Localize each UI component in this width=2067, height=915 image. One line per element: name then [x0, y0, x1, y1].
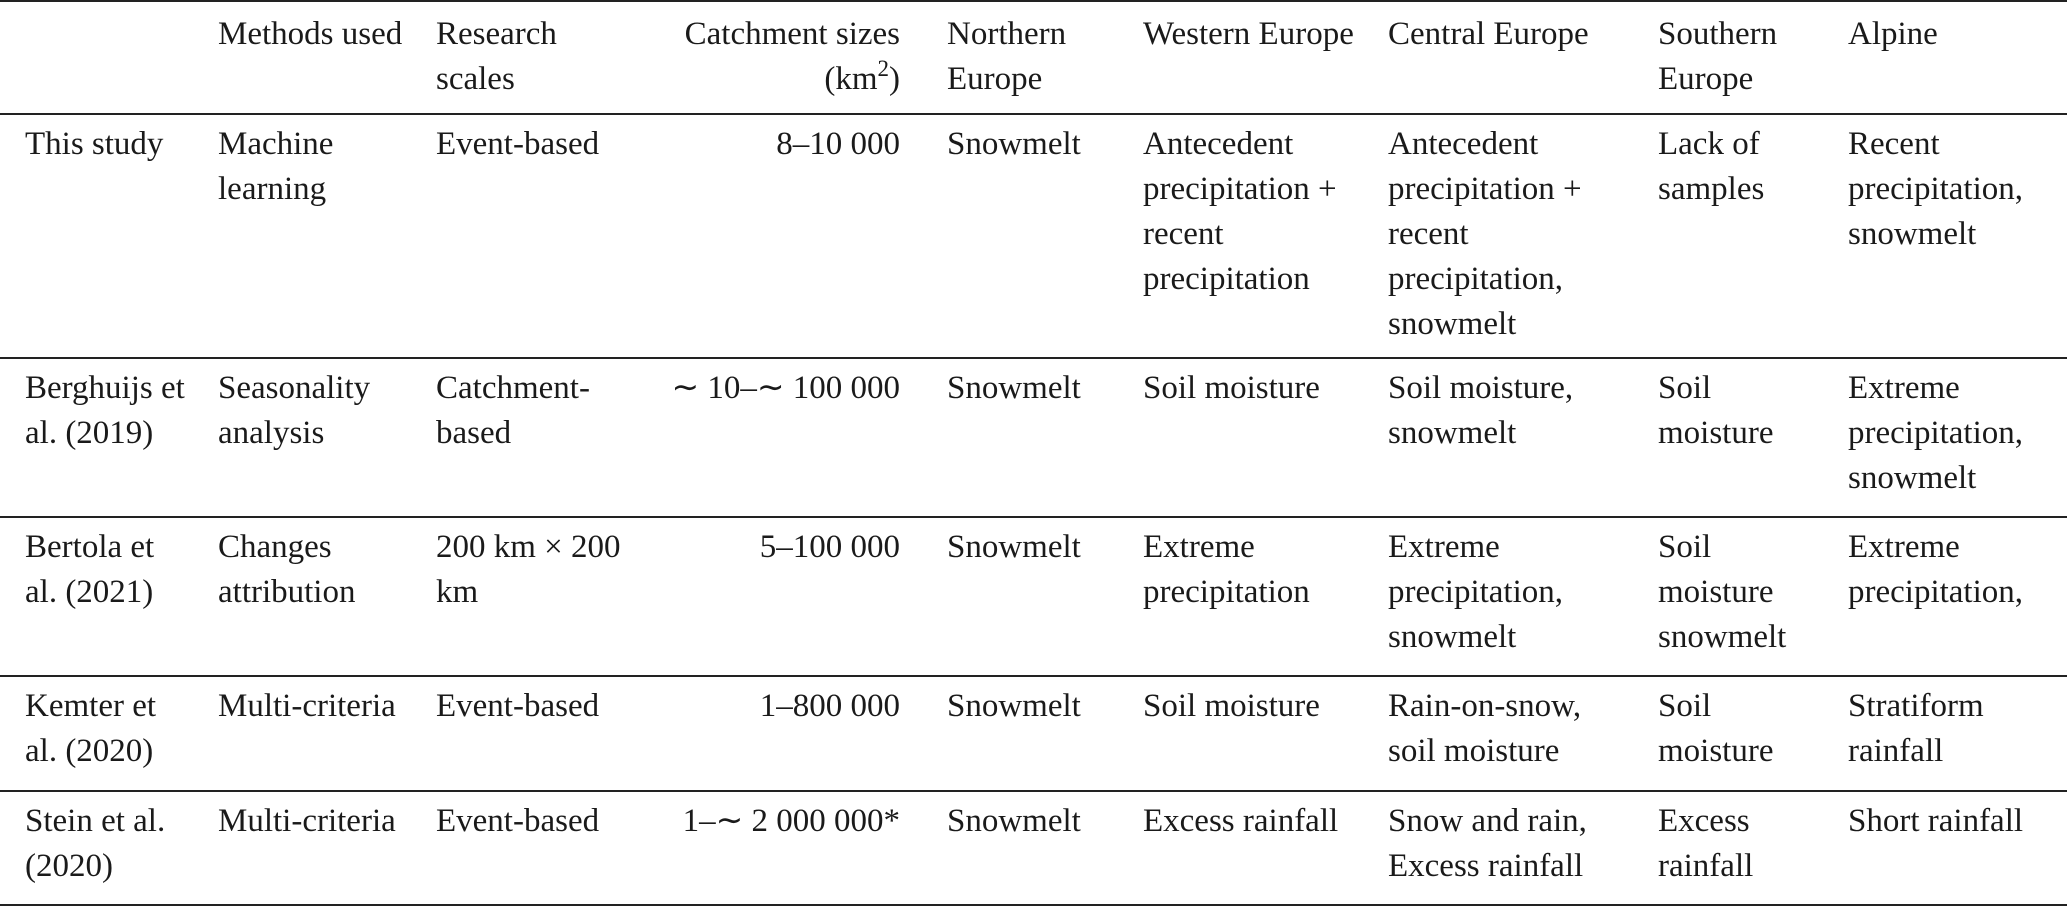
cell-central: Extreme precipitation, snowmelt — [1388, 529, 1564, 655]
cell-central: Soil moisture, snowmelt — [1388, 370, 1574, 451]
header-scales: Research scales — [436, 16, 557, 97]
cell-northern: Snowmelt — [947, 803, 1081, 839]
cell-methods: Multi-criteria — [218, 803, 396, 839]
header-catchment-close: ) — [889, 61, 900, 97]
cell-catchment: 8–10 000 — [776, 126, 900, 162]
cell-western: Soil moisture — [1143, 688, 1320, 724]
cell-methods: Multi-criteria — [218, 688, 396, 724]
cell-catchment: 5–100 000 — [759, 529, 900, 565]
cell-scales: 200 km × 200 km — [436, 529, 621, 610]
header-methods: Methods used — [218, 16, 403, 52]
cell-northern: Snowmelt — [947, 529, 1081, 565]
cell-catchment: ∼ 10–∼ 100 000 — [671, 370, 900, 406]
cell-central: Rain-on-snow, soil moisture — [1388, 688, 1582, 769]
table-row — [0, 358, 2067, 517]
cell-methods: Seasonality analysis — [218, 370, 371, 451]
cell-study: Bertola et al. (2021) — [25, 529, 155, 610]
cell-study: Stein et al. (2020) — [25, 803, 166, 884]
cell-southern: Soil moisture — [1658, 370, 1774, 451]
cell-catchment: 1–800 000 — [759, 688, 900, 724]
header-catchment — [629, 1, 922, 114]
table-row — [0, 791, 2067, 905]
cell-western: Excess rainfall — [1143, 803, 1339, 839]
cell-northern: Snowmelt — [947, 688, 1081, 724]
header-central: Central Europe — [1388, 16, 1589, 52]
cell-southern: Excess rainfall — [1658, 803, 1754, 884]
cell-study: This study — [25, 126, 164, 162]
cell-western: Antecedent precipitation + recent precipitation — [1143, 126, 1337, 297]
table-row — [0, 676, 2067, 791]
cell-western: Extreme precipitation — [1143, 529, 1310, 610]
cell-northern: Snowmelt — [947, 370, 1081, 406]
cell-central: Snow and rain, Excess rainfall — [1388, 803, 1587, 884]
cell-southern: Soil moisture snowmelt — [1658, 529, 1787, 655]
cell-alpine: Stratiform rainfall — [1848, 688, 1984, 769]
cell-scales: Catchment-based — [436, 370, 590, 451]
header-southern: Southern Europe — [1658, 16, 1778, 97]
cell-catchment: 1–∼ 2 000 000* — [682, 803, 900, 839]
cell-alpine: Recent precipitation, snowmelt — [1848, 126, 2024, 252]
header-catchment-sup: 2 — [877, 56, 889, 81]
cell-methods: Changes attribution — [218, 529, 356, 610]
cell-western: Soil moisture — [1143, 370, 1320, 406]
header-catchment-label: Catchment sizes (km — [684, 16, 900, 97]
header-row — [0, 1, 2067, 114]
table-row — [0, 517, 2067, 676]
cell-central: Antecedent precipitation + recent precipitation, snowmelt — [1388, 126, 1582, 342]
cell-alpine: Extreme precipitation, — [1848, 529, 2024, 610]
cell-scales: Event-based — [436, 126, 600, 162]
cell-scales: Event-based — [436, 803, 600, 839]
cell-study: Berghuijs et al. (2019) — [25, 370, 185, 451]
header-alpine: Alpine — [1848, 16, 1938, 52]
cell-northern: Snowmelt — [947, 126, 1081, 162]
cell-alpine: Extreme precipitation, snowmelt — [1848, 370, 2024, 496]
cell-alpine: Short rainfall — [1848, 803, 2024, 839]
header-study — [0, 1, 193, 114]
cell-study: Kemter et al. (2020) — [25, 688, 157, 769]
cell-methods: Machine learning — [218, 126, 334, 207]
cell-southern: Lack of samples — [1658, 126, 1765, 207]
table-row — [0, 114, 2067, 358]
header-western: Western Europe — [1143, 16, 1354, 52]
cell-scales: Event-based — [436, 688, 600, 724]
cell-southern: Soil moisture — [1658, 688, 1774, 769]
header-northern: Northern Europe — [947, 16, 1067, 97]
